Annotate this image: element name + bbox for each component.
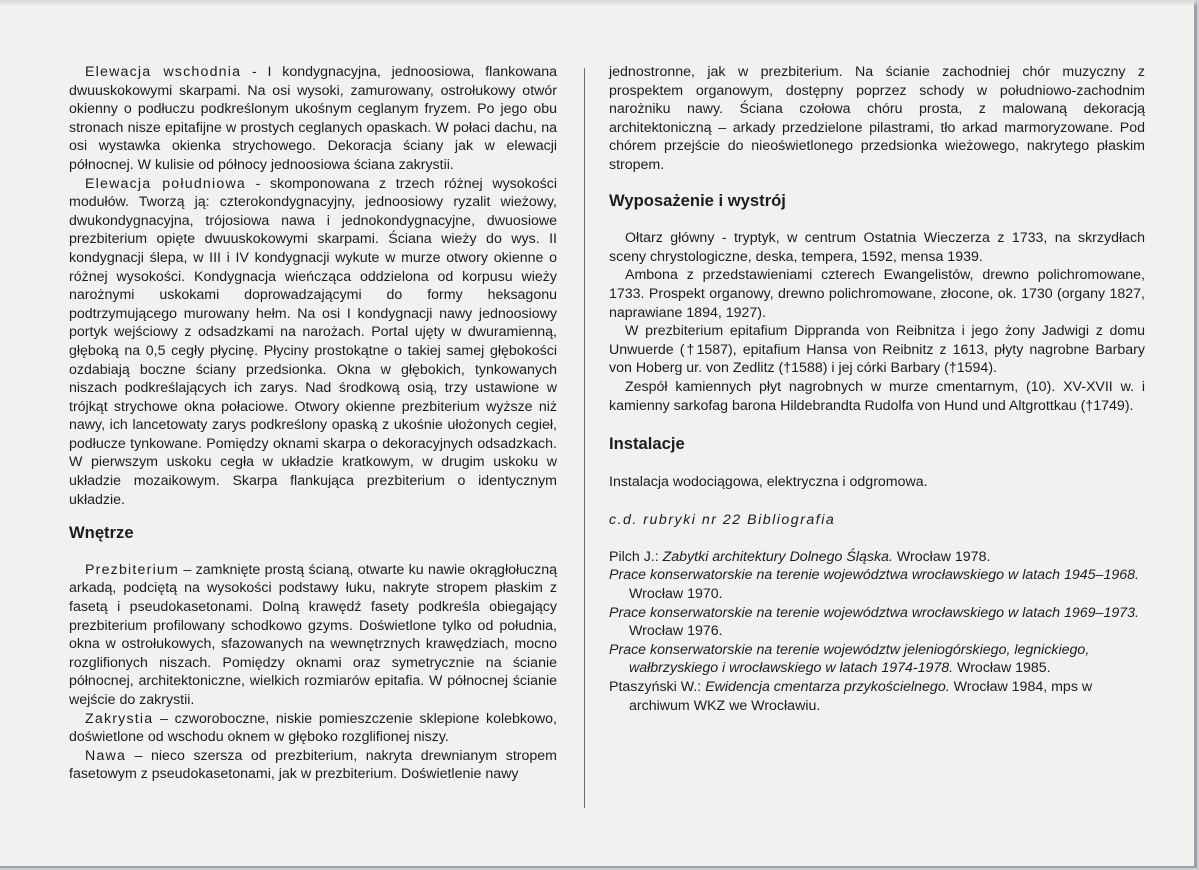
bibliography-entry <box>609 641 1145 678</box>
lead-term: Nawa <box>85 747 127 764</box>
paragraph-text: - skomponowana z trzech różnej wysokości modułów. Tworzą ją: czterokondygnacyjny, jednoosiowy ryzalit wieżowy, dwukondygnacyjna, trójosiowa nawa i jednokondygnacyjne, dwuosiowe prezbiterium opięte dwuuskokowymi skarpami. Ściana wieży do wys. II kondygnacji ślepa, w III i IV kondygnacji wykute w murze otwory okienne o różnej wysokości. Kondygnacja wieńcząca oddzielona od korpusu wieży narożnymi uskokami doprowadzającymi do formy heksagonu podtrzymującego murowany hełm. Na osi I kondygnacji nawy jednoosiowy portyk wejściowy z odsadzkami na narożach. Portal ujęty w dwuramienną, głęboką na 0,5 cegły płycinę. Płyciny prostokątne o takiej samej głębokości ozdabiają boczne ściany przedsionka. Okna w głębokich, tynkowanych niszach podkreślających ich zarys. Nad środkową osią, trzy ustawione w trójkąt strychowe okna połaciowe. Otwory okienne prezbiterium wyższe niż nawy, ich lancetowaty zarys podkreślony opaską z ukośnie ułożonych cegieł, podłucze tynkowane. Pomiędzy oknami skarpa o dekoracyjnych odsadzkach. W pierwszym uskoku cegła w układzie kratkowym, w drugim uskoku w układzie mozaikowym. Skarpa flankująca prezbiterium o identycznym układzie. <box>69 175 557 508</box>
bibliography-title: Ewidencja cmentarza przykościelnego. <box>705 679 950 696</box>
paragraph-ambona: Ambona z przedstawieniami czterech Ewangelistów, drewno polichromowane, 1733. Prospekt organowy, drewno polichromowane, złocone, ok. 1730 (organy 1827, naprawiane 1894, 1927). <box>609 267 1145 321</box>
paragraph-prezbiterium <box>69 561 557 710</box>
bibliography-title: Prace konserwatorskie na terenie województwa wrocławskiego w latach 1945–1968. <box>609 567 1139 584</box>
bibliography-publication: Wrocław 1976. <box>629 623 723 640</box>
paragraph-elewacja-poludniowa <box>69 175 557 510</box>
paragraph-nawa <box>69 747 557 784</box>
bibliography-title: Prace konserwatorskie na terenie województwa wrocławskiego w latach 1969–1973. <box>609 604 1139 621</box>
paragraph-text: – czworoboczne, niskie pomieszczenie sklepione kolebkowo, doświetlone od wschodu oknem w głęboko rozglifionej niszy. <box>69 710 557 746</box>
bibliography-author: Pilch J.: <box>609 548 663 565</box>
bibliography-publication: Wrocław 1984, mps w archiwum WKZ we Wrocławiu. <box>629 679 1093 714</box>
paragraph-plyty: Zespół kamiennych płyt nagrobnych w murze cmentarnym, (10). XV-XVII w. i kamienny sarkofag barona Hildebrandta Rudolfa von Hund und Altgrottkau (†1749). <box>609 378 1145 414</box>
lead-term: Elewacja wschodnia <box>85 64 242 80</box>
paragraph-text: – nieco szersza od prezbiterium, nakryta drewnianym stropem fasetowym z pseudokasetonami, jak w prezbiterium. Doświetlenie nawy <box>69 747 557 783</box>
left-column <box>69 63 557 784</box>
column-divider <box>584 68 585 808</box>
section-heading-wnetrze: Wnętrze <box>69 523 134 543</box>
right-column <box>609 63 1145 715</box>
paragraph-elewacja-wschodnia <box>69 63 557 175</box>
section-heading-wyposazenie: Wyposażenie i wystrój <box>609 190 786 210</box>
paragraph-text: – zamknięte prostą ścianą, otwarte ku nawie okrągłołuczną arkadą, podciętą na wysokości podstawy łuku, nakryte stropem płaskim z fasetą i pseudokasetonami. Dolną krawędź fasety podkreśla obiegający prezbiterium profilowany schodkowo gzyms. Doświetlone tylko od południa, okna w ostrołukowych, sfazowanych na wewnętrznych krawędziach, mocno rozglifionych niszach. Pomiędzy oknami oraz symetrycznie na ścianie północnej, architektoniczne, wielkich rozmiarów epitafia. W północnej ścianie wejście do zakrystii. <box>69 561 557 708</box>
bibliography-publication: Wrocław 1970. <box>629 586 723 603</box>
bibliography-entry <box>609 604 1145 641</box>
paragraph-epitafia: W prezbiterium epitafium Dippranda von Reibnitza i jego żony Jadwigi z domu Unwuerde (†1587), epitafium Hansa von Reibnitz z 1613, płyty nagrobne Barbary von Hoberg ur. von Zedlitz (†1588) i jej córki Barbary (†1594). <box>609 323 1145 377</box>
bibliography-continuation-note: c.d. rubryki nr 22 Bibliografia <box>609 512 836 529</box>
paragraph-text: - I kondygnacyjna, jednoosiowa, flankowana dwuuskokowymi skarpami. Na osi wysoki, zamurowany, ostrołukowy otwór okienny o podłuczu podkreślonym ukośnym ceglanym fryzem. Po jego obu stronach nisze epitafijne w prostych ceglanych opaskach. W połaci dachu, na osi wystawka okienka strychowego. Dekoracja ściany jak w elewacji północnej. W kulisie od północy jednoosiowa ściana zakrystii. <box>69 64 557 173</box>
bibliography-entry <box>609 548 1145 567</box>
bibliography-title: Prace konserwatorskie na terenie województw jeleniogórskiego, legnickiego, wałbrzyskiego i wrocławskiego w latach 1974-1978. <box>609 641 1090 677</box>
bibliography-author: Ptaszyński W.: <box>609 679 706 696</box>
bibliography-title: Zabytki architektury Dolnego Śląska. <box>662 548 893 565</box>
paragraph-instalacje: Instalacja wodociągowa, elektryczna i odgromowa. <box>609 473 928 490</box>
lead-term: Prezbiterium <box>85 561 180 578</box>
bibliography-entry <box>609 566 1145 603</box>
lead-term: Zakrystia <box>85 710 154 727</box>
bibliography-publication: Wrocław 1978. <box>892 548 991 565</box>
bibliography-publication: Wrocław 1985. <box>953 660 1051 677</box>
lead-term: Elewacja południowa <box>85 175 247 192</box>
section-heading-instalacje: Instalacje <box>609 434 685 454</box>
paragraph-zakrystia <box>69 710 557 747</box>
paragraph-oltarz: Ołtarz główny - tryptyk, w centrum Ostatnia Wieczerza z 1733, na skrzydłach sceny chrystologiczne, deska, tempera, 1592, mensa 1939. <box>609 230 1145 265</box>
paragraph-continuation: jednostronne, jak w prezbiterium. Na ścianie zachodniej chór muzyczny z prospektem organowym, dostępny poprzez schody w południowo-zachodnim narożniku nawy. Ściana czołowa chóru prosta, z malowaną dekoracją architektoniczną – arkady przedzielone pilastrami, tło arkad marmoryzowane. Pod chórem przejście do nieoświetlonego przedsionka wieżowego, nakrytego płaskim stropem. <box>609 64 1145 173</box>
bibliography-entry <box>609 678 1145 715</box>
scan-edge <box>0 0 1199 6</box>
